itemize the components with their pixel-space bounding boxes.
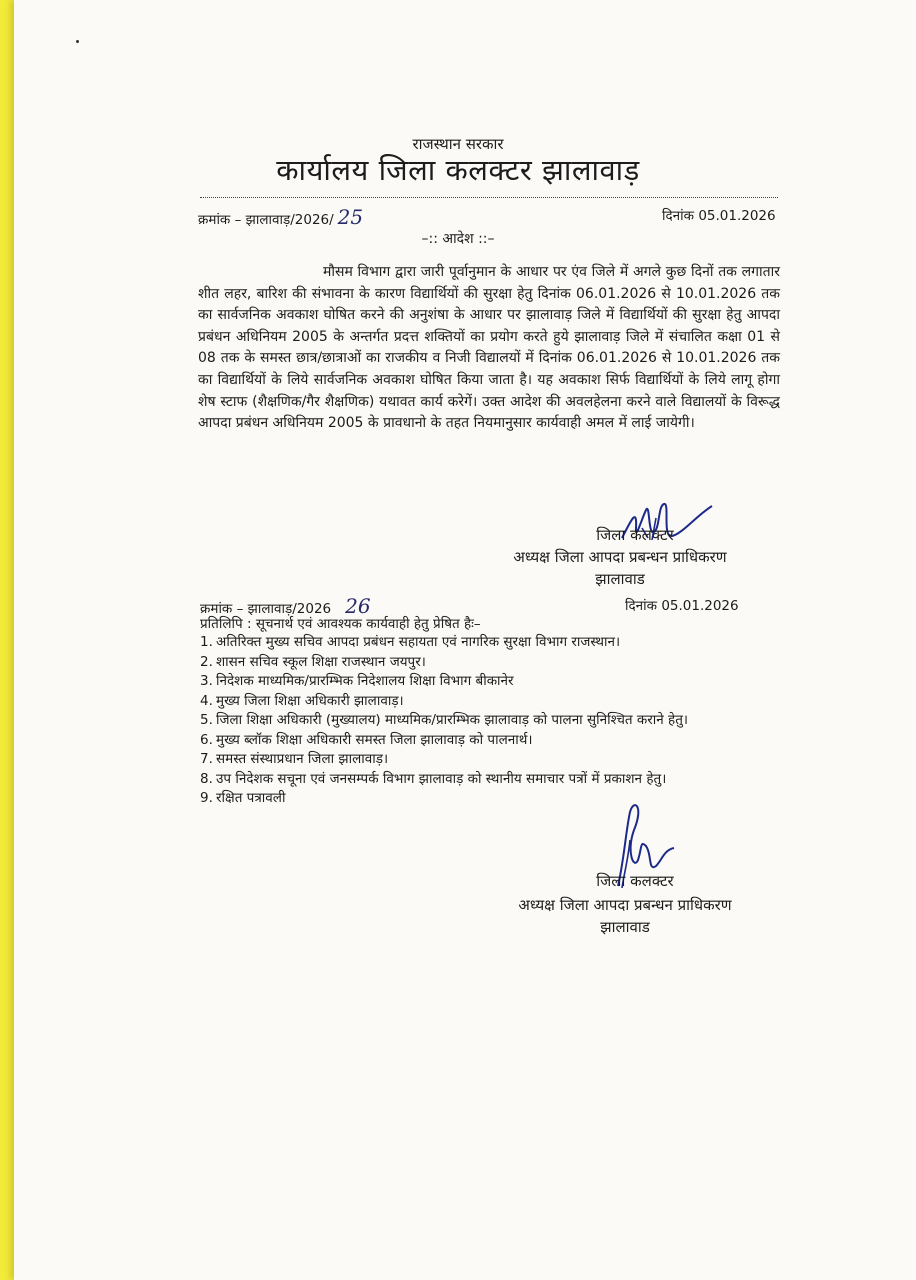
list-item: 9. रक्षित पत्रावली (200, 790, 286, 806)
recipient-list (200, 633, 780, 809)
order-body: मौसम विभाग द्वारा जारी पूर्वानुमान के आधार पर एंव जिले में अगले कुछ दिनों तक लगातार शीत लहर, बारिश की संभावना के कारण विद्यार्थियों की सुरक्षा हेतु दिनांक 06.01.2026 से 10.01.2026 तक का सार्वजनिक अवकाश घोषित करने की अनुशंषा के आधार पर झालावाड़ जिले में विद्यार्थियों की सुरक्षा हेतु आपदा प्रबंधन अधिनियम 2005 के अन्तर्गत प्रदत्त शक्तियों का प्रयोग करते हुये झालावाड़ जिले में संचालित कक्षा 01 से 08 तक के समस्त छात्र/छात्राओं का राजकीय व निजी विद्यालयों में दिनांक 06.01.2026 से 10.01.2026 तक का विद्यार्थियों के लिये सार्वजनिक अवकाश घोषित किया जाता है। यह अवकाश सिर्फ विद्यार्थियों के लिये लागू होगा शेष स्टाफ (शैक्षणिक/गैर शैक्षणिक) यथावत कार्य करेगें। उक्त आदेश की अवलहेलना करने वाले विद्यालयों के विरूद्ध आपदा प्रबंधन अधिनियम 2005 के प्रावधानो के तहत नियमानुसार कार्यवाही अमल में लाई जायेगी। (198, 264, 780, 432)
ink-speck (76, 40, 79, 43)
list-item: 3. निदेशक माध्यमिक/प्रारम्भिक निदेशालय शिक्षा विभाग बीकानेर (200, 673, 514, 689)
list-item: 8. उप निदेशक सचूना एवं जनसम्पर्क विभाग झालावाड़ को स्थानीय समाचार पत्रों में प्रकाशन हेतु। (200, 770, 667, 787)
list-item: 2. शासन सचिव स्कूल शिक्षा राजस्थान जयपुर। (200, 653, 426, 670)
list-item: 1. अतिरिक्त मुख्य सचिव आपदा प्रबंधन सहायता एवं नागरिक सुरक्षा विभाग राजस्थान। (200, 634, 621, 650)
signatory-designation: अध्यक्ष जिला आपदा प्रबन्धन प्राधिकरण (513, 548, 727, 566)
order-date: दिनांक 05.01.2026 (662, 208, 776, 224)
copy-kramank: क्रमांक – झालावाड़/2026 (200, 601, 332, 617)
signatory-designation: अध्यक्ष जिला आपदा प्रबन्धन प्राधिकरण (518, 896, 732, 914)
handwritten-copy-no: 26 (345, 594, 371, 618)
signatory-place: झालावाड (600, 918, 650, 936)
order-number (198, 205, 363, 229)
order-heading: –:: आदेश ::– (421, 231, 495, 247)
signatory-place: झालावाड (595, 570, 645, 588)
copy-intro: प्रतिलिपि : सूचनार्थ एवं आवश्यक कार्यवाही हेतु प्रेषित हैः– (200, 616, 481, 632)
copy-date: दिनांक 05.01.2026 (625, 598, 739, 614)
handwritten-order-no: 25 (337, 205, 364, 229)
government-name: राजस्थान सरकार (412, 135, 504, 153)
order-kramank: क्रमांक – झालावाड़/2026/ (198, 212, 334, 228)
signatory-title: जिला कलक्टर (596, 526, 674, 544)
list-item: 4. मुख्य जिला शिक्षा अधिकारी झालावाड़। (200, 692, 404, 709)
signatory-title: जिला कलक्टर (596, 872, 674, 890)
header-divider (200, 197, 778, 198)
office-title: कार्यालय जिला कलक्टर झालावाड़ (276, 153, 640, 187)
list-item: 7. समस्त संस्थाप्रधान जिला झालावाड़। (200, 751, 389, 767)
list-item: 5. जिला शिक्षा अधिकारी (मुख्यालय) माध्यमिक/प्रारम्भिक झालावाड़ को पालना सुनिश्चित कराने हेतु। (200, 712, 689, 728)
list-item: 6. मुख्य ब्लॉक शिक्षा अधिकारी समस्त जिला झालावाड़ को पालनार्थ। (200, 731, 533, 748)
